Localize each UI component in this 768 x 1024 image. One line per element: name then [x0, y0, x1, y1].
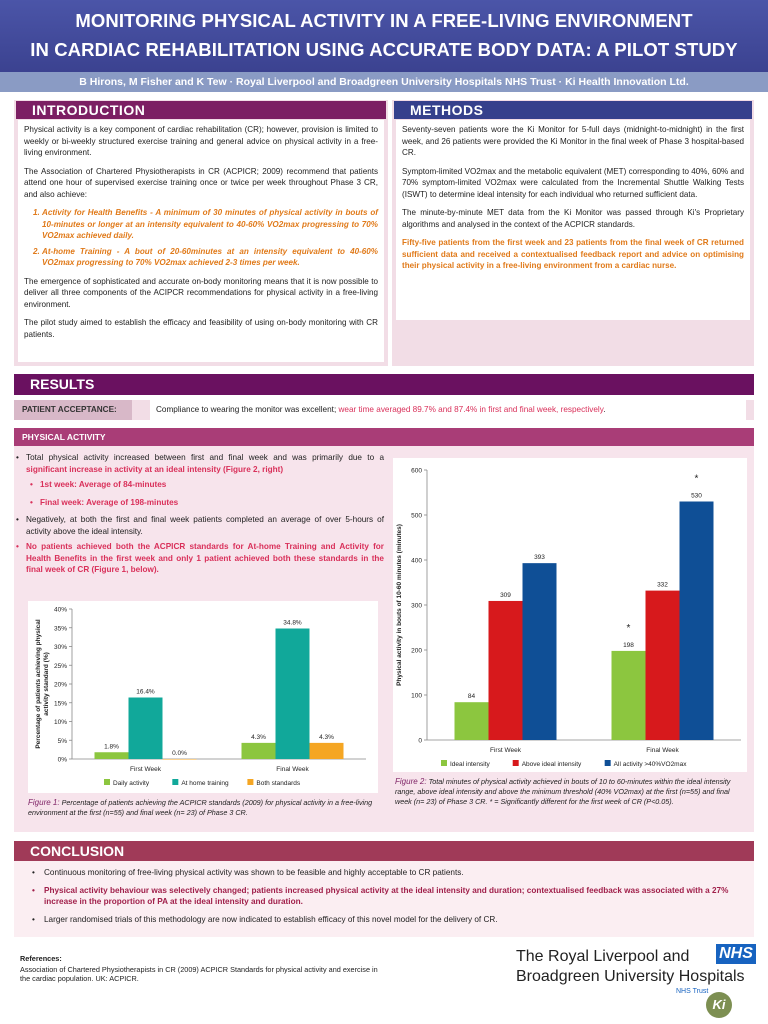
patient-acceptance-row — [14, 400, 754, 420]
y-tick-label: 0 — [418, 737, 422, 745]
pa-bullet-1 — [14, 452, 384, 475]
legend-swatch — [605, 760, 611, 766]
bar — [680, 502, 714, 741]
acceptance-text: Compliance to wearing the monitor was excellent; — [156, 405, 339, 414]
intro-standards-list — [42, 207, 378, 269]
legend-swatch — [441, 760, 447, 766]
introduction-text — [18, 120, 384, 362]
poster-header — [0, 0, 768, 72]
figure-2-label: Figure 2: — [395, 777, 427, 786]
intro-standard-1: 1. Activity for Health Benefits - A minimum of 30 minutes of physical activity in bouts of 10-minutes or longer at an intensity equivalent to 40-60% VO2max progressing to 70% VO2max achieved daily. — [42, 207, 378, 242]
legend-label: All activity >40%VO2max — [613, 761, 687, 768]
methods-paragraph-4: Fifty-five patients from the first week and 23 patients from the final week of CR returned sufficient data and received a contextualised feedback report and advice on optimising their physical activity in a free-living environment from a cardiac nurse. — [402, 238, 744, 270]
patient-acceptance-label: PATIENT ACCEPTANCE: — [14, 400, 132, 420]
ki-logo-icon: Ki — [706, 992, 732, 1018]
data-label: 34.8% — [283, 619, 302, 627]
bar — [310, 743, 344, 759]
y-tick-label: 25% — [53, 662, 67, 670]
authors-line: B Hirons, M Fisher and K Tew · Royal Liverpool and Broadgreen University Hospitals NHS Trust · Ki Health Innovation Ltd. — [0, 72, 768, 92]
conclusion-heading: CONCLUSION — [14, 841, 754, 861]
y-tick-label: 500 — [411, 512, 422, 520]
data-label: 84 — [467, 693, 476, 701]
results-heading: RESULTS — [14, 374, 754, 395]
y-tick-label: 5% — [57, 737, 67, 745]
logo-line-2: Broadgreen University Hospitals — [516, 968, 745, 985]
data-label: 309 — [500, 591, 511, 599]
x-tick-label: Final Week — [646, 747, 679, 754]
bar — [95, 752, 129, 759]
methods-paragraph-1: Seventy-seven patients wore the Ki Monitor for 5-full days (midnight-to-midnight) in the first week, and 26 patients were provided the Ki Monitor in the final week of Phase 3 hospital-based CR. — [402, 125, 744, 157]
introduction-heading: INTRODUCTION — [16, 101, 386, 119]
patient-acceptance-text — [150, 400, 746, 420]
bar — [612, 651, 646, 740]
hospital-logo — [516, 944, 756, 1020]
legend-label: At home training — [181, 780, 229, 787]
methods-heading: METHODS — [394, 101, 752, 119]
conclusion-bullet-3: • Larger randomised trials of this methodology are now indicated to establish efficacy of this novel model for the delivery of CR. — [32, 914, 744, 926]
y-tick-label: 0% — [57, 756, 67, 764]
methods-paragraph-3: The minute-by-minute MET data from the Ki Monitor was passed through Ki's Proprietary algorithms and analysed in the context of the ACPICR standards. — [402, 208, 744, 229]
pa-bullet-3: • No patients achieved both the ACPICR standards for At-home Training and Activity for Health Benefits in the first week and only 1 patient achieved both these standards in the final week of CR (Figure 1, below). — [14, 541, 384, 576]
legend-label: Above ideal intensity — [521, 761, 582, 768]
y-tick-label: 400 — [411, 557, 422, 565]
physical-activity-bullets — [14, 452, 384, 580]
y-tick-label: 10% — [53, 719, 67, 726]
intro-paragraph-1: Physical activity is a key component of cardiac rehabilitation (CR); however, provision is limited to weekly or bi-weekly structured exercise training and general advice on physical activity in a free-living environment. — [24, 125, 378, 157]
references — [20, 954, 380, 984]
data-label: 4.3% — [319, 733, 334, 741]
legend-swatch — [172, 779, 178, 785]
figure-2-chart — [393, 458, 747, 772]
data-label: 0.0% — [172, 750, 187, 757]
data-label: 530 — [691, 492, 702, 500]
y-tick-label: 35% — [53, 625, 67, 633]
figure-2-caption-text: Total minutes of physical activity achieved in bouts of 10 to 60-minutes within the ideal intensity range, above ideal intensity and above the minimum threshold (40% VO2max) at the first (n=55) and final week (n= 23) of Phase 3 CR. * = Significantly different for the first week of CR (P<0.05). — [395, 777, 731, 806]
data-label: 16.4% — [136, 688, 155, 696]
bar — [129, 698, 163, 760]
x-tick-label: First Week — [130, 766, 161, 773]
figure-1-chart — [28, 601, 378, 793]
x-tick-label: Final Week — [276, 766, 309, 773]
y-tick-label: 600 — [411, 467, 422, 475]
references-text: Association of Chartered Physiotherapists in CR (2009) ACPICR Standards for physical activity and exercise in the cardiac population. UK: ACPICR. — [20, 964, 378, 983]
significance-marker: * — [694, 473, 699, 485]
data-label: 198 — [623, 641, 634, 649]
bar — [646, 591, 680, 740]
acceptance-highlight: wear time averaged 89.7% and 87.4% in first and final week, respectively — [338, 405, 604, 414]
poster-title-line1: MONITORING PHYSICAL ACTIVITY IN A FREE-LIVING ENVIRONMENT — [75, 10, 693, 31]
bar — [242, 743, 276, 759]
conclusion-list — [14, 861, 754, 925]
acceptance-end: . — [603, 405, 606, 414]
figure-1-label: Figure 1: — [28, 798, 60, 807]
methods-paragraph-2: Symptom-limited VO2max and the metabolic equivalent (MET) corresponding to 40%, 60% and 70% symptom-limited VO2max were calculated from the Incremental Shuttle Walking Tests (ISWT) to determine ideal intensity for each individual who returned sufficient data. — [402, 166, 744, 199]
intro-paragraph-2: The Association of Chartered Physiotherapists in CR (ACPICR; 2009) recommend that patients attend one hour of supervised exercise training once or twice per week throughout Phase 3 CR, and also achieve: — [24, 166, 378, 199]
poster-title-line2: IN CARDIAC REHABILITATION USING ACCURATE BODY DATA: A PILOT STUDY — [30, 39, 738, 60]
legend-label: Both standards — [256, 780, 301, 787]
y-axis-label: Percentage of patients achieving physical — [35, 619, 42, 749]
conclusion-bullet-2: • Physical activity behaviour was selectively changed; patients increased physical activity at the ideal intensity and duration; contextualised feedback was associated with a 27% increase in the proportion of PA at the ideal intensity and duration. — [32, 885, 744, 908]
legend-swatch — [247, 779, 253, 785]
intro-standard-2: 2. At-home Training - A bout of 20-60minutes at an intensity equivalent to 40-60% VO2max progressing to 70% VO2max achieved 2-3 times per week. — [42, 246, 378, 269]
data-label: 332 — [657, 581, 668, 589]
significance-marker: * — [626, 622, 631, 634]
legend-swatch — [513, 760, 519, 766]
y-tick-label: 300 — [411, 602, 422, 610]
pa-bullet-2: • Negatively, at both the first and final week patients completed an average of over 5-hours of activity above the ideal intensity. — [14, 514, 384, 537]
figure-2-svg — [393, 458, 747, 772]
legend-swatch — [104, 779, 110, 785]
physical-activity-heading: PHYSICAL ACTIVITY — [14, 428, 754, 446]
figure-1-caption-text: Percentage of patients achieving the ACPICR standards (2009) for physical activity in a free-living environment at the first (n=55) and final week (n= 23) of Phase 3 CR. — [28, 798, 373, 817]
logo-line-1: The Royal Liverpool and — [516, 948, 690, 965]
data-label: 1.8% — [104, 743, 119, 751]
legend-label: Daily activity — [113, 780, 150, 787]
figure-1-caption — [28, 798, 378, 818]
figure-2-caption — [395, 777, 747, 807]
methods-text — [396, 120, 750, 320]
bar — [276, 629, 310, 760]
x-tick-label: First Week — [490, 747, 521, 754]
y-tick-label: 40% — [53, 606, 67, 614]
pa-sub-bullet-1: • 1st week: Average of 84-minutes — [14, 479, 384, 491]
intro-paragraph-3: The emergence of sophisticated and accurate on-body monitoring means that it is now possible to deliver all three components of the ACIPCR recommendations for physical activity in a free-living environment. — [24, 276, 378, 309]
pa-bullet-1-ref: (Figure 2, right) — [220, 464, 284, 474]
references-heading: References: — [20, 954, 62, 963]
y-axis-label: activity standard (%) — [43, 652, 50, 716]
legend-label: Ideal intensity — [450, 761, 490, 768]
intro-paragraph-4: The pilot study aimed to establish the efficacy and feasibility of using on-body monitoring with CR patients. — [24, 318, 378, 339]
nhs-logo-icon: NHS — [716, 944, 756, 964]
figure-1-svg — [28, 601, 378, 793]
nhs-trust-label: NHS Trust — [676, 988, 709, 995]
y-tick-label: 15% — [53, 700, 67, 708]
bar — [489, 601, 523, 740]
pa-bullet-1-highlight: significant increase in activity at an ideal intensity — [26, 464, 221, 474]
y-tick-label: 20% — [53, 681, 67, 689]
data-label: 4.3% — [251, 733, 266, 741]
conclusion-bullet-1: • Continuous monitoring of free-living physical activity was shown to be feasible and highly acceptable to CR patients. — [32, 867, 744, 879]
y-tick-label: 200 — [411, 647, 422, 655]
pa-sub-bullet-2: • Final week: Average of 198-minutes — [14, 497, 384, 509]
bar — [163, 759, 197, 760]
conclusion-area — [14, 861, 754, 937]
pa-bullet-1-text: Total physical activity increased between first and final week and was primarily due to a — [26, 453, 384, 462]
y-axis-label: Physical activity in bouts of 10-60 minutes (minutes) — [396, 524, 403, 686]
bar — [455, 702, 489, 740]
bar — [523, 563, 557, 740]
y-tick-label: 30% — [53, 644, 67, 651]
y-tick-label: 100 — [411, 692, 422, 700]
data-label: 393 — [534, 554, 545, 562]
